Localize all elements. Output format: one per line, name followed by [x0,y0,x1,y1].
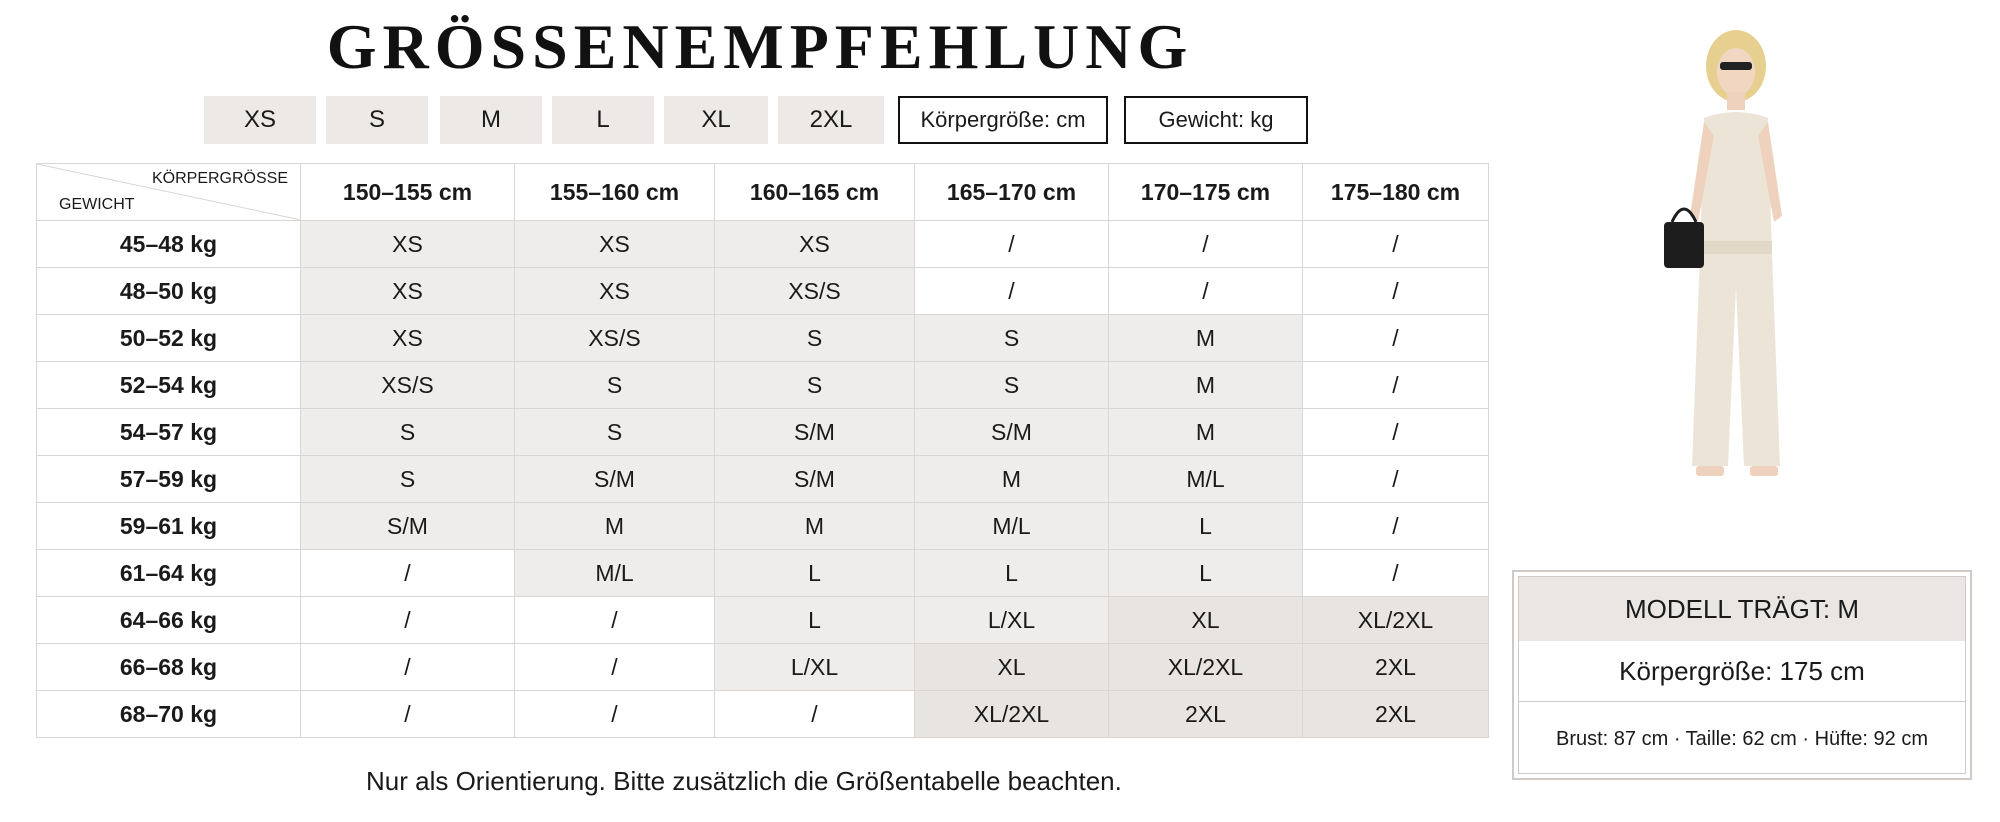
column-header: 175–180 cm [1303,164,1489,221]
size-cell: / [301,691,515,738]
size-cell: L/XL [715,644,915,691]
size-cell: L [1109,550,1303,597]
size-cell: / [301,597,515,644]
size-cell: S/M [301,503,515,550]
size-cell: M [1109,409,1303,456]
size-cell: / [715,691,915,738]
size-cell: L/XL [915,597,1109,644]
size-cell: M [715,503,915,550]
table-row [37,362,1489,409]
size-cell: S/M [515,456,715,503]
size-cell: 2XL [1109,691,1303,738]
column-header: 165–170 cm [915,164,1109,221]
size-cell: / [915,221,1109,268]
size-cell: / [1303,221,1489,268]
size-cell: / [515,597,715,644]
size-cell: XS [301,315,515,362]
size-cell: / [1303,362,1489,409]
table-row [37,409,1489,456]
size-cell: XL/2XL [1109,644,1303,691]
legend-size-2xl: 2XL [778,96,884,144]
size-cell: M/L [1109,456,1303,503]
column-header: 155–160 cm [515,164,715,221]
column-header: 170–175 cm [1109,164,1303,221]
size-cell: XS [715,221,915,268]
model-size-heading: MODELL TRÄGT: M [1519,577,1965,641]
row-weight-label: 57–59 kg [37,456,301,503]
size-cell: L [915,550,1109,597]
size-cell: S/M [715,456,915,503]
size-cell: M/L [915,503,1109,550]
size-cell: XL/2XL [1303,597,1489,644]
size-cell: / [1109,221,1303,268]
size-cell: XS/S [715,268,915,315]
row-weight-label: 50–52 kg [37,315,301,362]
size-cell: S [301,456,515,503]
row-weight-label: 59–61 kg [37,503,301,550]
size-cell: S [515,362,715,409]
size-cell: S [915,362,1109,409]
size-cell: / [1303,268,1489,315]
size-cell: M/L [515,550,715,597]
size-cell: / [1303,315,1489,362]
size-cell: / [1303,409,1489,456]
table-header-row [37,164,1489,221]
size-cell: 2XL [1303,691,1489,738]
size-cell: / [915,268,1109,315]
size-cell: / [1303,456,1489,503]
size-table [36,163,1489,738]
size-cell: / [515,691,715,738]
size-cell: / [301,644,515,691]
model-info-inner [1518,576,1966,774]
size-cell: 2XL [1303,644,1489,691]
legend-size-xs: XS [204,96,316,144]
size-cell: / [301,550,515,597]
size-cell: S [915,315,1109,362]
legend-size-s: S [326,96,428,144]
row-weight-label: 48–50 kg [37,268,301,315]
table-row [37,597,1489,644]
size-cell: M [915,456,1109,503]
size-cell: / [1109,268,1303,315]
table-row [37,268,1489,315]
table-body [37,221,1489,738]
row-weight-label: 52–54 kg [37,362,301,409]
size-cell: XS [301,268,515,315]
corner-weight-label: GEWICHT [59,196,135,213]
size-cell: XL/2XL [915,691,1109,738]
table-row [37,691,1489,738]
size-cell: S/M [915,409,1109,456]
size-cell: XS/S [515,315,715,362]
size-cell: XL [1109,597,1303,644]
size-cell: S/M [715,409,915,456]
model-measurements: Brust: 87 cm · Taille: 62 cm · Hüfte: 92 cm [1556,728,1928,750]
size-cell: M [515,503,715,550]
size-cell: / [515,644,715,691]
size-cell: S [715,362,915,409]
column-header: 150–155 cm [301,164,515,221]
legend-size-m: M [440,96,542,144]
model-photo [1626,26,1846,556]
row-weight-label: 64–66 kg [37,597,301,644]
legend-size-l: L [552,96,654,144]
legend-size-xl: XL [664,96,768,144]
table-row [37,644,1489,691]
table-row [37,503,1489,550]
column-header: 160–165 cm [715,164,915,221]
page-title: GRÖSSENEMPFEHLUNG [326,11,1194,82]
row-weight-label: 61–64 kg [37,550,301,597]
size-cell: L [715,597,915,644]
size-cell: XS [515,268,715,315]
table-row [37,315,1489,362]
size-cell: / [1303,503,1489,550]
size-cell: S [301,409,515,456]
row-weight-label: 68–70 kg [37,691,301,738]
table-row [37,221,1489,268]
legend-weight-unit: Gewicht: kg [1124,96,1308,144]
size-cell: L [1109,503,1303,550]
size-cell: L [715,550,915,597]
legend-height-unit: Körpergröße: cm [898,96,1108,144]
corner-height-label: KÖRPERGRÖSSE [151,170,288,187]
table-row [37,456,1489,503]
size-cell: S [515,409,715,456]
footnote: Nur als Orientierung. Bitte zusätzlich die Größentabelle beachten. [366,766,1122,796]
size-cell: S [715,315,915,362]
row-weight-label: 45–48 kg [37,221,301,268]
model-height: Körpergröße: 175 cm [1519,641,1965,702]
model-info-card [1512,570,1972,780]
row-weight-label: 54–57 kg [37,409,301,456]
row-weight-label: 66–68 kg [37,644,301,691]
size-cell: XL [915,644,1109,691]
table-corner [37,164,301,221]
size-cell: XS [515,221,715,268]
size-cell: / [1303,550,1489,597]
size-cell: XS/S [301,362,515,409]
size-cell: M [1109,315,1303,362]
table-row [37,550,1489,597]
size-cell: XS [301,221,515,268]
size-cell: M [1109,362,1303,409]
